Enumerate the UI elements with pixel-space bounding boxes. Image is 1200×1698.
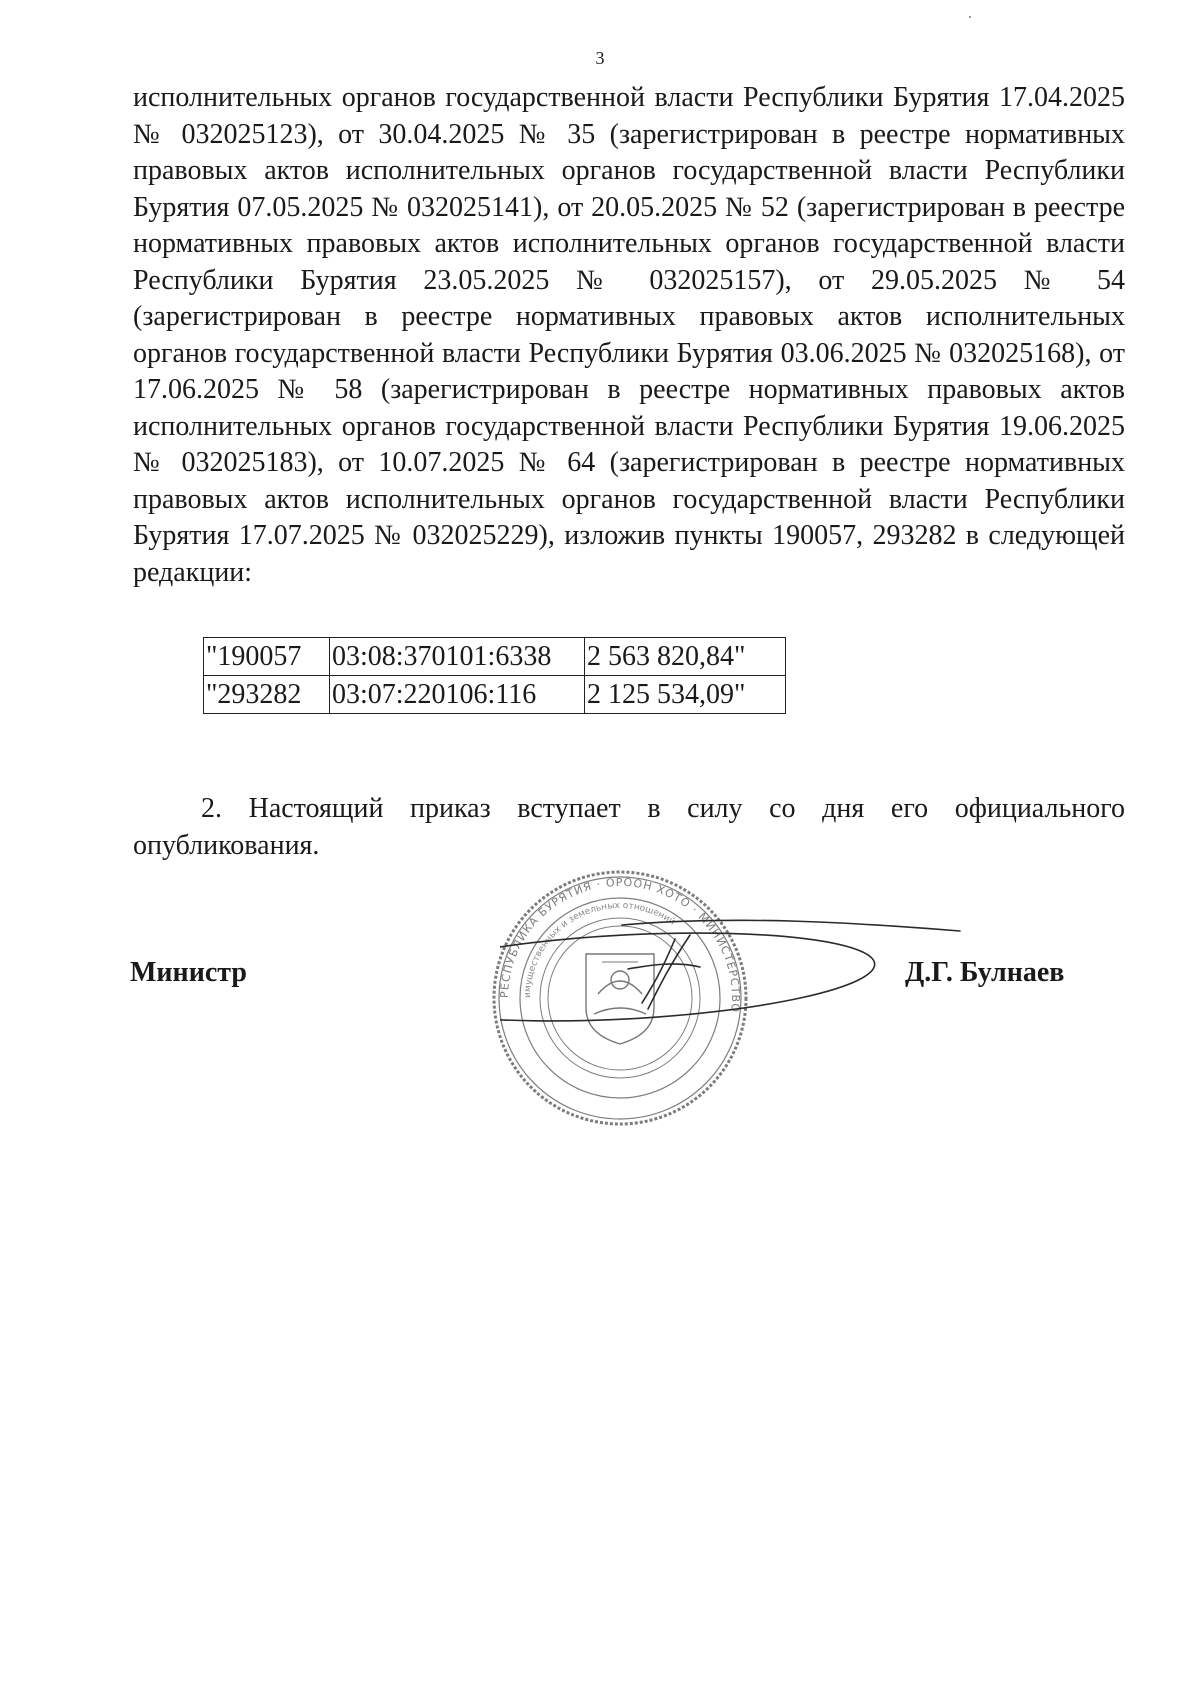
page-number: 3	[595, 48, 605, 68]
body-paragraph	[133, 80, 1125, 591]
table-cell-cadastral-number: 03:07:220106:116	[330, 676, 585, 714]
table-row	[204, 676, 786, 714]
body-line: исполнительных органов государственной власти Республики Бурятия 19.06.2025	[133, 410, 1125, 442]
body-line: правовых актов исполнительных органов государственной власти Республики	[133, 155, 1125, 186]
body-line: государственной власти Республики Бурятия 03.06.2025 № 032025168), от	[234, 337, 1126, 369]
body-line: № 032025183), от 10.07.2025 № 64 (зарегистрирован в реестре нормативных	[133, 447, 1125, 478]
table-cell-cadastral-number: 03:08:370101:6338	[330, 638, 585, 676]
signatory-name: Д.Г. Булнаев	[905, 957, 1065, 988]
seal-outer-text: РЕСПУБЛИКА БУРЯТИЯ · ОРООН ХОТО · МИНИСТЕРСТВО	[497, 875, 743, 1014]
handwritten-signature	[500, 905, 970, 1055]
body-line: правовых актов исполнительных органов государственной власти Республики	[133, 483, 1125, 515]
body-line: 17.06.2025 № 58 (зарегистрирован в реестре нормативных правовых актов	[133, 374, 1125, 405]
table-row	[204, 638, 786, 676]
table-cell-value: 2 125 534,09"	[585, 676, 786, 714]
body-line: исполнительных органов государственной власти Республики Бурятия 17.04.2025	[133, 82, 1125, 113]
table-cell-item-number: "293282	[204, 676, 330, 714]
body-line: Республики Бурятия 23.05.2025 № 032025157), от 29.05.2025 № 54	[133, 264, 1125, 296]
body-line: Бурятия 17.07.2025 № 032025229), изложив пункты 190057, 293282 в следующей	[133, 520, 1125, 551]
body-line: Бурятия 07.05.2025 № 032025141), от 20.05.2025 № 52 (зарегистрирован в реестре	[133, 191, 1125, 223]
signatory-title: Министр	[130, 957, 247, 988]
body-line: редакции:	[133, 556, 253, 588]
table-cell-item-number: "190057	[204, 638, 330, 676]
table-cell-value: 2 563 820,84"	[585, 638, 786, 676]
scan-speck	[969, 16, 971, 18]
amendment-table	[203, 637, 786, 714]
clause-2: 2. Настоящий приказ вступает в силу со дня его официального опубликования.	[133, 793, 1125, 861]
body-line: № 032025123), от 30.04.2025 № 35 (зарегистрирован в реестре нормативных	[133, 118, 1125, 150]
seal-inner-text: имущественных и земельных отношений	[522, 900, 677, 999]
body-line: нормативных правовых актов исполнительных органов государственной власти	[133, 228, 1125, 259]
body-line: (зарегистрирован в реестре нормативных правовых актов исполнительных органов	[133, 301, 1125, 369]
